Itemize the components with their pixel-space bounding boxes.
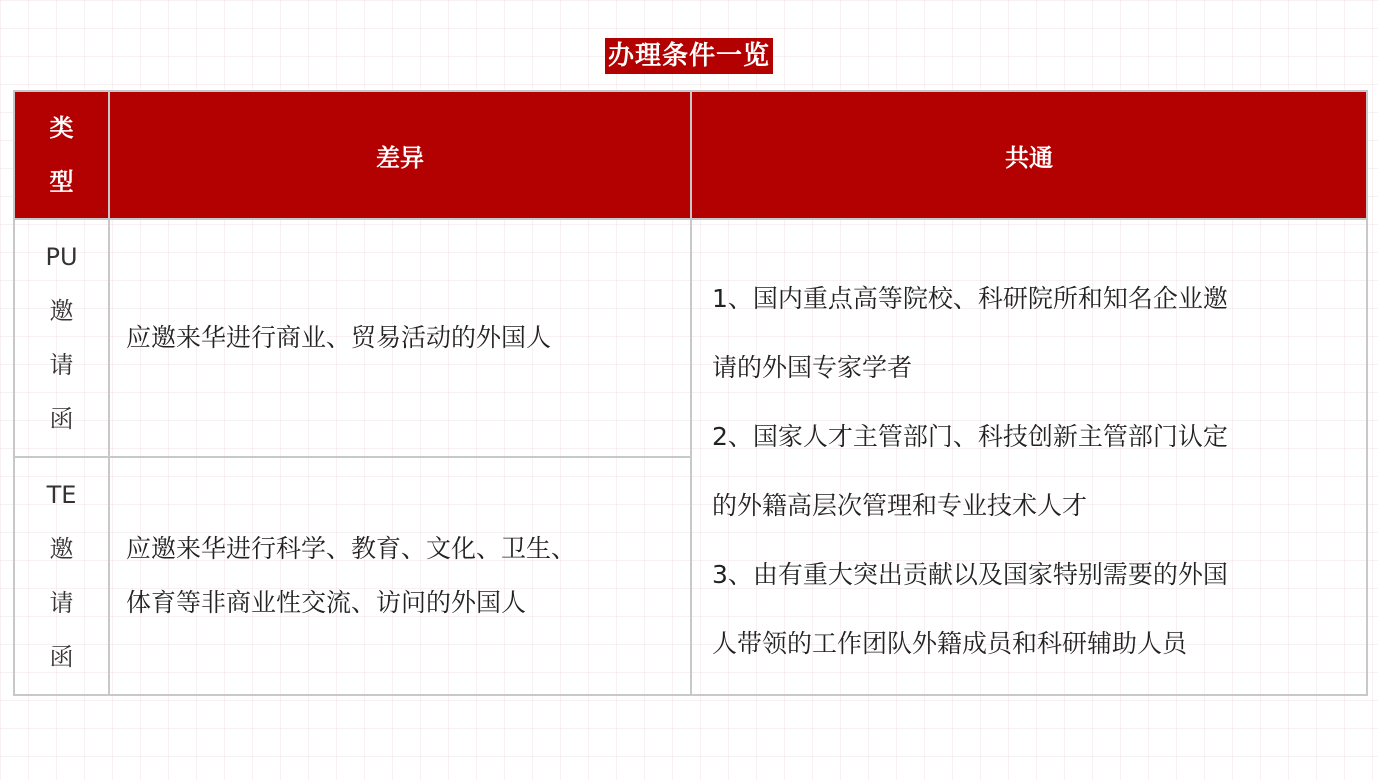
type-te-line4: 函 <box>49 643 74 671</box>
common-item-2-line2: 的外籍高层次管理和专业技术人才 <box>712 491 1088 520</box>
common-item-3-line1: 3、由有重大突出贡献以及国家特别需要的外国 <box>712 560 1228 589</box>
page-title: 办理条件一览 <box>605 38 773 74</box>
diff-cell-pu <box>109 219 691 457</box>
type-pu-line3: 请 <box>49 351 74 379</box>
type-pu-line4: 函 <box>49 405 74 433</box>
type-pu-line2: 邀 <box>49 297 74 325</box>
type-cell-pu <box>14 219 109 457</box>
table-row-pu <box>14 219 1367 457</box>
type-te-line1: TE <box>46 481 77 509</box>
diff-cell-te <box>109 457 691 695</box>
common-item-1-line2: 请的外国专家学者 <box>712 353 913 382</box>
header-type-line2: 型 <box>49 168 74 196</box>
diff-pu-text: 应邀来华进行商业、贸易活动的外国人 <box>126 323 552 352</box>
header-diff: 差异 <box>109 91 691 219</box>
header-type-line1: 类 <box>49 114 74 142</box>
type-pu-line1: PU <box>45 243 78 271</box>
common-cell <box>691 219 1367 695</box>
type-cell-te <box>14 457 109 695</box>
header-type <box>14 91 109 219</box>
common-item-2-line1: 2、国家人才主管部门、科技创新主管部门认定 <box>712 422 1228 451</box>
common-item-3-line2: 人带领的工作团队外籍成员和科研辅助人员 <box>712 629 1188 658</box>
diff-te-line1: 应邀来华进行科学、教育、文化、卫生、 <box>126 534 577 563</box>
common-item-1-line1: 1、国内重点高等院校、科研院所和知名企业邀 <box>712 284 1228 313</box>
type-te-line3: 请 <box>49 589 74 617</box>
table-header-row <box>14 91 1367 219</box>
title-wrap <box>0 38 1378 74</box>
header-common: 共通 <box>691 91 1367 219</box>
diff-te-line2: 体育等非商业性交流、访问的外国人 <box>126 588 527 617</box>
type-te-line2: 邀 <box>49 535 74 563</box>
common-list <box>712 236 1352 678</box>
conditions-table <box>13 90 1368 696</box>
